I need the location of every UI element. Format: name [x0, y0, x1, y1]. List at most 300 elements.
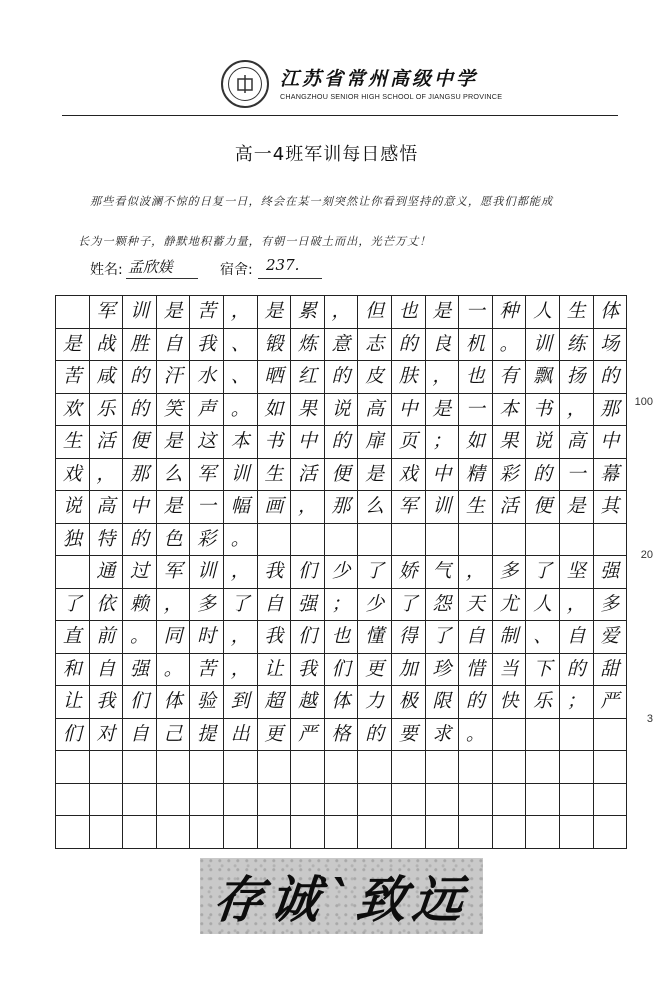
grid-cell: 。: [224, 394, 258, 427]
grid-cell: [459, 816, 493, 849]
school-crest-icon: [221, 60, 269, 108]
grid-cell: 便: [325, 459, 359, 492]
dorm-label: 宿舍:: [220, 262, 253, 278]
grid-cell: 让: [258, 654, 292, 687]
grid-cell: [594, 784, 628, 817]
grid-cell: 格: [325, 719, 359, 752]
grid-cell: 到: [224, 686, 258, 719]
grid-cell: [90, 784, 124, 817]
grid-cell: 我: [190, 329, 224, 362]
grid-cell: 训: [224, 459, 258, 492]
grid-cell: [493, 719, 527, 752]
grid-cell: 、: [526, 621, 560, 654]
grid-cell: 也: [392, 296, 426, 329]
grid-cell: 训: [526, 329, 560, 362]
grid-cell: [560, 816, 594, 849]
grid-cell: 一: [560, 459, 594, 492]
grid-cell: 扉: [358, 426, 392, 459]
grid-cell: 一: [459, 296, 493, 329]
grid-cell: [358, 524, 392, 557]
grid-cell: 强: [291, 589, 325, 622]
grid-cell: [291, 751, 325, 784]
grid-cell: 咸: [90, 361, 124, 394]
grid-cell: [157, 751, 191, 784]
grid-cell: 是: [56, 329, 90, 362]
grid-cell: [358, 751, 392, 784]
grid-cell: 了: [426, 621, 460, 654]
grid-cell: 是: [560, 491, 594, 524]
grid-cell: 锻: [258, 329, 292, 362]
grid-cell: 志: [358, 329, 392, 362]
grid-cell: 的: [123, 394, 157, 427]
grid-cell: 晒: [258, 361, 292, 394]
margin-mark: 100: [634, 396, 653, 408]
grid-cell: 幅: [224, 491, 258, 524]
grid-cell: 乐: [526, 686, 560, 719]
grid-cell: 飘: [526, 361, 560, 394]
grid-cell: [426, 784, 460, 817]
grid-cell: 自: [90, 654, 124, 687]
school-name-en: CHANGZHOU SENIOR HIGH SCHOOL OF JIANGSU PROVINCE: [280, 92, 503, 101]
grid-cell: 声: [190, 394, 224, 427]
grid-cell: 了: [526, 556, 560, 589]
grid-cell: 一: [190, 491, 224, 524]
dorm-underline: [258, 278, 322, 279]
grid-cell: 累: [291, 296, 325, 329]
grid-cell: 多: [594, 589, 628, 622]
essay-grid: [55, 295, 627, 849]
grid-cell: 强: [123, 654, 157, 687]
grid-cell: [224, 751, 258, 784]
grid-cell: 水: [190, 361, 224, 394]
grid-cell: 扬: [560, 361, 594, 394]
grid-cell: 炼: [291, 329, 325, 362]
grid-cell: 本: [224, 426, 258, 459]
header-divider: [62, 115, 618, 116]
grid-cell: 我: [258, 621, 292, 654]
grid-cell: 其: [594, 491, 628, 524]
grid-cell: [258, 751, 292, 784]
grid-cell: 生: [459, 491, 493, 524]
name-label: 姓名:: [90, 262, 123, 278]
grid-cell: 超: [258, 686, 292, 719]
grid-cell: 是: [426, 296, 460, 329]
grid-cell: 。: [224, 524, 258, 557]
grid-cell: 那: [325, 491, 359, 524]
grid-cell: 通: [90, 556, 124, 589]
grid-cell: ，: [224, 556, 258, 589]
calligraphy-text: 存诚`致远: [210, 870, 472, 929]
grid-cell: [493, 784, 527, 817]
grid-cell: 提: [190, 719, 224, 752]
grid-cell: 自: [123, 719, 157, 752]
grid-cell: [258, 816, 292, 849]
grid-cell: 珍: [426, 654, 460, 687]
grid-cell: 、: [224, 329, 258, 362]
grid-cell: 得: [392, 621, 426, 654]
grid-cell: ，: [90, 459, 124, 492]
grid-cell: 。: [123, 621, 157, 654]
grid-cell: 们: [325, 654, 359, 687]
grid-cell: 过: [123, 556, 157, 589]
grid-cell: 场: [594, 329, 628, 362]
page-title: 高一4班军训每日感悟: [234, 144, 419, 165]
grid-cell: 。: [459, 719, 493, 752]
grid-cell: [426, 751, 460, 784]
grid-cell: [459, 751, 493, 784]
grid-cell: 的: [123, 361, 157, 394]
grid-cell: [56, 751, 90, 784]
grid-cell: 少: [325, 556, 359, 589]
grid-cell: 活: [90, 426, 124, 459]
grid-cell: 依: [90, 589, 124, 622]
grid-cell: 体: [157, 686, 191, 719]
grid-cell: ，: [459, 556, 493, 589]
grid-cell: [560, 751, 594, 784]
grid-cell: 有: [493, 361, 527, 394]
grid-cell: [459, 784, 493, 817]
grid-cell: [258, 784, 292, 817]
grid-cell: 们: [291, 556, 325, 589]
grid-cell: 求: [426, 719, 460, 752]
grid-cell: 己: [157, 719, 191, 752]
grid-cell: 军: [190, 459, 224, 492]
grid-cell: 良: [426, 329, 460, 362]
grid-cell: 要: [392, 719, 426, 752]
grid-cell: 的: [325, 361, 359, 394]
grid-cell: 欢: [56, 394, 90, 427]
grid-cell: 前: [90, 621, 124, 654]
intro-line-1: 那些看似波澜不惊的日复一日，终会在某一刻突然让你看到坚持的意义，愿我们都能成: [90, 195, 554, 208]
grid-cell: 幕: [594, 459, 628, 492]
grid-cell: 中: [594, 426, 628, 459]
grid-cell: ；: [426, 426, 460, 459]
grid-cell: 便: [123, 426, 157, 459]
grid-cell: 高: [90, 491, 124, 524]
grid-cell: 的: [123, 524, 157, 557]
grid-cell: [526, 784, 560, 817]
grid-cell: ，: [325, 296, 359, 329]
grid-cell: 坚: [560, 556, 594, 589]
grid-cell: 是: [258, 296, 292, 329]
calligraphy-banner: [200, 858, 483, 934]
grid-cell: 说: [325, 394, 359, 427]
grid-cell: ，: [157, 589, 191, 622]
grid-cell: 直: [56, 621, 90, 654]
grid-cell: ，: [560, 589, 594, 622]
dorm-value: 237.: [266, 256, 300, 274]
grid-cell: 果: [291, 394, 325, 427]
grid-cell: 皮: [358, 361, 392, 394]
grid-cell: 气: [426, 556, 460, 589]
grid-cell: [224, 816, 258, 849]
grid-cell: 肤: [392, 361, 426, 394]
grid-cell: 了: [56, 589, 90, 622]
grid-cell: [123, 816, 157, 849]
school-header: [0, 58, 653, 114]
grid-cell: 。: [157, 654, 191, 687]
grid-cell: 尤: [493, 589, 527, 622]
grid-cell: 人: [526, 589, 560, 622]
grid-cell: ，: [224, 621, 258, 654]
grid-cell: 战: [90, 329, 124, 362]
grid-cell: [90, 751, 124, 784]
grid-cell: [325, 751, 359, 784]
grid-cell: 同: [157, 621, 191, 654]
grid-cell: 意: [325, 329, 359, 362]
grid-cell: [392, 816, 426, 849]
grid-cell: 精: [459, 459, 493, 492]
grid-cell: ，: [224, 296, 258, 329]
grid-cell: [325, 816, 359, 849]
grid-cell: 对: [90, 719, 124, 752]
grid-cell: 军: [392, 491, 426, 524]
grid-cell: 怨: [426, 589, 460, 622]
grid-cell: 的: [594, 361, 628, 394]
name-underline: [126, 278, 198, 279]
grid-cell: [392, 524, 426, 557]
grid-cell: [190, 784, 224, 817]
grid-cell: 和: [56, 654, 90, 687]
grid-cell: 那: [594, 394, 628, 427]
grid-cell: 活: [291, 459, 325, 492]
grid-cell: [325, 784, 359, 817]
grid-cell: 中: [123, 491, 157, 524]
grid-cell: 书: [258, 426, 292, 459]
grid-cell: [392, 751, 426, 784]
grid-cell: 多: [190, 589, 224, 622]
grid-cell: 的: [560, 654, 594, 687]
grid-cell: 训: [426, 491, 460, 524]
grid-cell: 自: [258, 589, 292, 622]
grid-cell: 本: [493, 394, 527, 427]
grid-cell: 笑: [157, 394, 191, 427]
grid-cell: 书: [526, 394, 560, 427]
grid-cell: 特: [90, 524, 124, 557]
grid-cell: 是: [157, 296, 191, 329]
school-name-cn: 江苏省常州高级中学: [280, 68, 479, 90]
grid-cell: 苦: [190, 296, 224, 329]
grid-cell: [493, 816, 527, 849]
grid-cell: [526, 751, 560, 784]
grid-cell: 力: [358, 686, 392, 719]
grid-cell: 独: [56, 524, 90, 557]
student-info: [90, 257, 590, 281]
grid-cell: 人: [526, 296, 560, 329]
grid-cell: [123, 751, 157, 784]
grid-cell: 是: [157, 491, 191, 524]
grid-cell: [157, 816, 191, 849]
grid-cell: 们: [56, 719, 90, 752]
grid-cell: 也: [325, 621, 359, 654]
grid-cell: [224, 784, 258, 817]
grid-cell: 中: [426, 459, 460, 492]
name-value: 孟欣媄: [128, 258, 174, 276]
grid-cell: 果: [493, 426, 527, 459]
grid-cell: [594, 751, 628, 784]
grid-cell: 下: [526, 654, 560, 687]
grid-cell: 如: [258, 394, 292, 427]
grid-cell: [526, 816, 560, 849]
grid-cell: 页: [392, 426, 426, 459]
grid-cell: 强: [594, 556, 628, 589]
grid-cell: 活: [493, 491, 527, 524]
grid-cell: 也: [459, 361, 493, 394]
grid-cell: 体: [325, 686, 359, 719]
grid-cell: [560, 524, 594, 557]
grid-cell: 严: [291, 719, 325, 752]
grid-cell: [594, 524, 628, 557]
grid-cell: 的: [358, 719, 392, 752]
grid-cell: [594, 719, 628, 752]
grid-cell: [190, 816, 224, 849]
grid-cell: 是: [358, 459, 392, 492]
grid-cell: 彩: [190, 524, 224, 557]
grid-cell: 么: [358, 491, 392, 524]
grid-cell: 快: [493, 686, 527, 719]
grid-cell: 赖: [123, 589, 157, 622]
grid-cell: 自: [560, 621, 594, 654]
grid-cell: ，: [560, 394, 594, 427]
grid-cell: 少: [358, 589, 392, 622]
grid-cell: [392, 784, 426, 817]
grid-cell: 多: [493, 556, 527, 589]
grid-cell: 越: [291, 686, 325, 719]
grid-cell: 懂: [358, 621, 392, 654]
grid-cell: 限: [426, 686, 460, 719]
grid-cell: [291, 524, 325, 557]
grid-cell: 戏: [392, 459, 426, 492]
grid-cell: 甜: [594, 654, 628, 687]
grid-cell: 高: [560, 426, 594, 459]
grid-cell: 胜: [123, 329, 157, 362]
grid-cell: 生: [258, 459, 292, 492]
grid-cell: 加: [392, 654, 426, 687]
grid-cell: [459, 524, 493, 557]
grid-cell: 出: [224, 719, 258, 752]
intro-line-2: 长为一颗种子，静默地积蓄力量，有朝一日破土而出，光芒万丈！: [78, 235, 432, 248]
grid-cell: [560, 784, 594, 817]
grid-cell: 、: [224, 361, 258, 394]
grid-cell: 我: [90, 686, 124, 719]
grid-cell: 们: [123, 686, 157, 719]
grid-cell: 红: [291, 361, 325, 394]
grid-cell: [90, 816, 124, 849]
grid-cell: [493, 751, 527, 784]
grid-cell: 苦: [190, 654, 224, 687]
grid-cell: 是: [426, 394, 460, 427]
grid-cell: ；: [325, 589, 359, 622]
grid-cell: 自: [459, 621, 493, 654]
grid-cell: 彩: [493, 459, 527, 492]
grid-cell: 我: [258, 556, 292, 589]
grid-cell: 体: [594, 296, 628, 329]
grid-cell: [56, 816, 90, 849]
grid-cell: 说: [56, 491, 90, 524]
grid-cell: [325, 524, 359, 557]
grid-cell: 时: [190, 621, 224, 654]
grid-cell: 了: [392, 589, 426, 622]
grid-cell: 了: [224, 589, 258, 622]
grid-cell: 了: [358, 556, 392, 589]
grid-cell: 的: [526, 459, 560, 492]
grid-cell: 惜: [459, 654, 493, 687]
grid-cell: 生: [560, 296, 594, 329]
grid-cell: [157, 784, 191, 817]
grid-cell: [291, 816, 325, 849]
grid-cell: 这: [190, 426, 224, 459]
grid-cell: 一: [459, 394, 493, 427]
grid-cell: 机: [459, 329, 493, 362]
grid-cell: [358, 784, 392, 817]
grid-cell: 说: [526, 426, 560, 459]
grid-cell: 自: [157, 329, 191, 362]
grid-cell: 练: [560, 329, 594, 362]
grid-cell: 画: [258, 491, 292, 524]
grid-cell: [56, 784, 90, 817]
grid-cell: 更: [258, 719, 292, 752]
grid-cell: [594, 816, 628, 849]
grid-cell: 爱: [594, 621, 628, 654]
grid-cell: [190, 751, 224, 784]
grid-cell: 如: [459, 426, 493, 459]
grid-cell: ，: [426, 361, 460, 394]
grid-cell: [426, 816, 460, 849]
grid-cell: 戏: [56, 459, 90, 492]
grid-cell: 训: [123, 296, 157, 329]
grid-cell: 极: [392, 686, 426, 719]
grid-cell: 但: [358, 296, 392, 329]
margin-mark: 3: [646, 713, 653, 725]
grid-cell: [526, 524, 560, 557]
grid-cell: 乐: [90, 394, 124, 427]
grid-cell: [526, 719, 560, 752]
grid-cell: 汗: [157, 361, 191, 394]
grid-cell: [56, 556, 90, 589]
grid-cell: ，: [224, 654, 258, 687]
grid-cell: [560, 719, 594, 752]
grid-cell: [426, 524, 460, 557]
grid-cell: 验: [190, 686, 224, 719]
grid-cell: 生: [56, 426, 90, 459]
grid-cell: [56, 296, 90, 329]
grid-cell: ；: [560, 686, 594, 719]
grid-cell: [493, 524, 527, 557]
grid-cell: 严: [594, 686, 628, 719]
grid-cell: 色: [157, 524, 191, 557]
grid-cell: 当: [493, 654, 527, 687]
grid-cell: 中: [392, 394, 426, 427]
grid-cell: 。: [493, 329, 527, 362]
grid-cell: 们: [291, 621, 325, 654]
grid-cell: 么: [157, 459, 191, 492]
grid-cell: 的: [325, 426, 359, 459]
grid-cell: 制: [493, 621, 527, 654]
grid-cell: 是: [157, 426, 191, 459]
grid-cell: 便: [526, 491, 560, 524]
grid-cell: 军: [157, 556, 191, 589]
grid-cell: [123, 784, 157, 817]
margin-mark: 20: [640, 549, 653, 561]
grid-cell: 天: [459, 589, 493, 622]
grid-cell: 更: [358, 654, 392, 687]
grid-cell: [291, 784, 325, 817]
grid-cell: 种: [493, 296, 527, 329]
grid-cell: 训: [190, 556, 224, 589]
grid-cell: 军: [90, 296, 124, 329]
grid-cell: [258, 524, 292, 557]
grid-cell: ，: [291, 491, 325, 524]
